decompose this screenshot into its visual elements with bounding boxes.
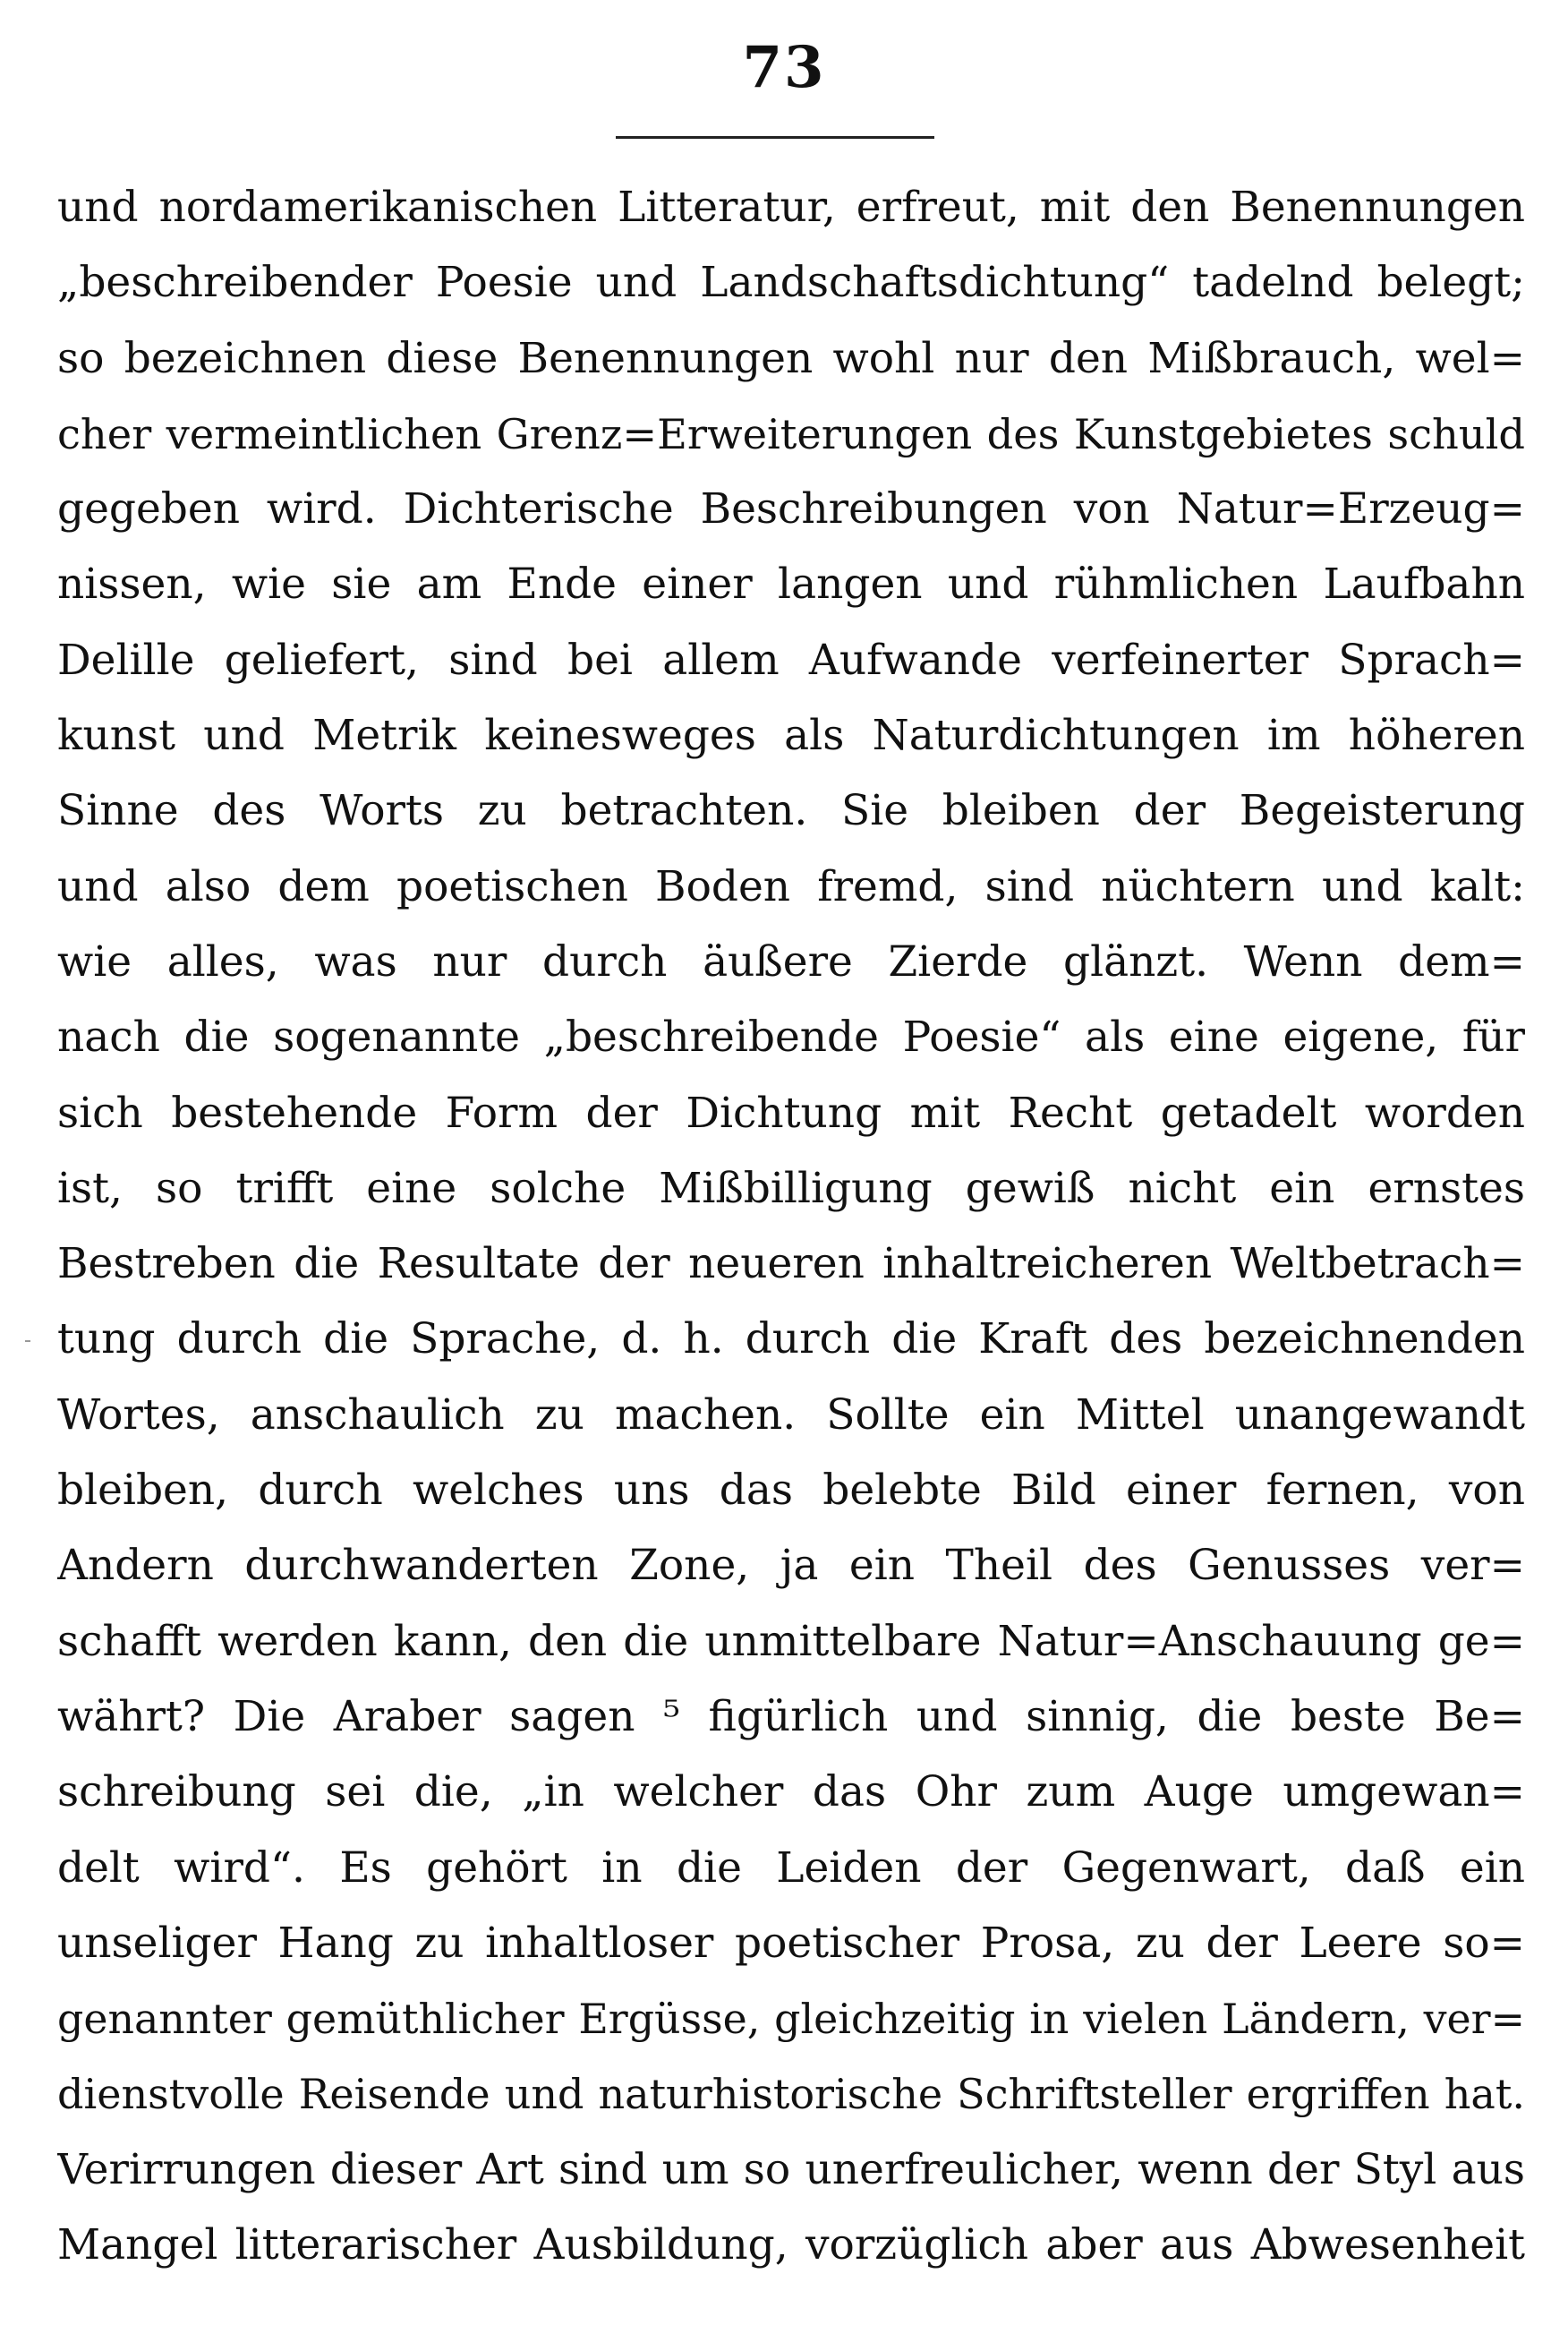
text-line-16: tung durch die Sprache, d. h. durch die Kraft des bezeichnenden — [57, 1314, 1525, 1364]
text-line-4: cher vermeintlichen Grenz=Erweiterungen des Kunstgebietes schuld — [57, 409, 1525, 458]
text-line-19: Andern durchwanderten Zone, ja ein Theil des Genusses ver= — [57, 1541, 1525, 1591]
text-line-10: und also dem poetischen Boden fremd, sind nüchtern und kalt: — [57, 861, 1525, 911]
text-line-26: dienstvolle Reisende und naturhistorische Schriftsteller ergriffen hat. — [57, 2070, 1525, 2119]
text-line-28: Mangel litterarischer Ausbildung, vorzüglich aber aus Abwesenheit — [57, 2220, 1525, 2270]
text-line-9: Sinne des Worts zu betrachten. Sie bleiben der Begeisterung — [57, 786, 1525, 836]
text-line-5: gegeben wird. Dichterische Beschreibungen von Natur=Erzeug= — [57, 484, 1525, 534]
page-number: 73 — [742, 34, 826, 101]
text-line-20: schafft werden kann, den die unmittelbare Natur=Anschauung ge= — [57, 1616, 1525, 1666]
text-line-2: „beschreibender Poesie und Landschaftsdichtung“ tadelnd belegt; — [57, 258, 1525, 308]
text-line-6: nissen, wie sie am Ende einer langen und rühmlichen Laufbahn — [57, 560, 1525, 610]
header-rule — [616, 136, 934, 139]
text-line-24: unseliger Hang zu inhaltloser poetischer Prosa, zu der Leere so= — [57, 1918, 1525, 1968]
text-line-23: delt wird“. Es gehört in die Leiden der Gegenwart, daß ein — [57, 1842, 1525, 1893]
text-line-12: nach die sogenannte „beschreibende Poesie“ als eine eigene, für — [57, 1013, 1525, 1063]
text-line-7: Delille geliefert, sind bei allem Aufwande verfeinerter Sprach= — [57, 635, 1525, 685]
text-line-21: währt? Die Araber sagen ⁵ figürlich und sinnig, die beste Be= — [57, 1691, 1525, 1741]
text-line-13: sich bestehende Form der Dichtung mit Recht getadelt worden — [57, 1088, 1525, 1138]
text-line-22: schreibung sei die, „in welcher das Ohr zum Auge umgewan= — [57, 1767, 1525, 1817]
text-line-8: kunst und Metrik keinesweges als Naturdichtungen im höheren — [57, 711, 1525, 761]
body-text — [57, 170, 1525, 2283]
text-line-3: so bezeichnen diese Benennungen wohl nur den Mißbrauch, wel= — [57, 333, 1525, 383]
margin-speck — [25, 1340, 30, 1342]
text-line-27: Verirrungen dieser Art sind um so unerfreulicher, wenn der Styl aus — [57, 2144, 1525, 2194]
text-line-11: wie alles, was nur durch äußere Zierde glänzt. Wenn dem= — [57, 936, 1525, 987]
text-line-14: ist, so trifft eine solche Mißbilligung gewiß nicht ein ernstes — [57, 1163, 1525, 1213]
text-line-1: und nordamerikanischen Litteratur, erfreut, mit den Benennungen — [57, 183, 1525, 232]
text-line-18: bleiben, durch welches uns das belebte Bild einer fernen, von — [57, 1466, 1525, 1516]
text-line-25: genannter gemüthlicher Ergüsse, gleichzeitig in vielen Ländern, ver= — [57, 1995, 1525, 2044]
text-line-15: Bestreben die Resultate der neueren inhaltreicheren Weltbetrach= — [57, 1239, 1525, 1289]
text-line-17: Wortes, anschaulich zu machen. Sollte ein Mittel unangewandt — [57, 1389, 1525, 1440]
